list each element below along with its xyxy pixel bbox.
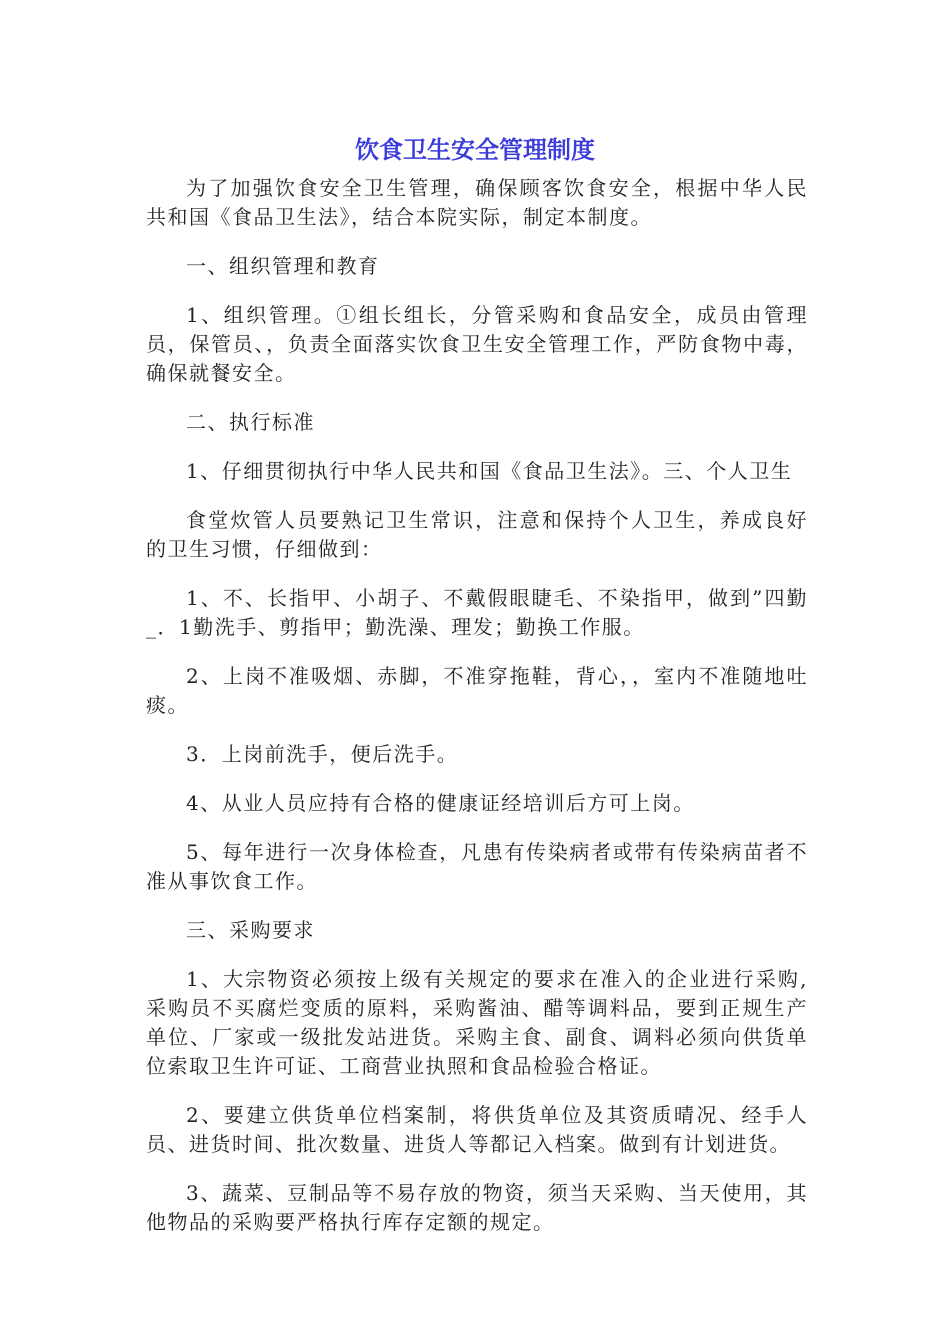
paragraph-procurement-item-2: 2、要建立供货单位档案制，将供货单位及其资质晴况、经手人员、进货时间、批次数量、进货人等都记入档案。做到有计划进货。 xyxy=(146,1103,808,1156)
paragraph-hygiene-item-2: 2、上岗不准吸烟、赤脚，不准穿拖鞋，背心，，室内不准随地吐痰。 xyxy=(146,664,808,717)
paragraph-procurement-item-1: 1、大宗物资必须按上级有关规定的要求在准入的企业进行采购,采购员不买腐烂变质的原料，采购酱油、醋等调料品，要到正规生产单位、厂家或一级批发站进货。采购主食、副食、调料必须向供货单位索取卫生许可证、工商营业执照和食品检验合格证。 xyxy=(146,967,808,1078)
paragraph-intro: 为了加强饮食安全卫生管理，确保顾客饮食安全，根据中华人民共和国《食品卫生法》，结合本院实际，制定本制度。 xyxy=(146,176,808,229)
paragraph-hygiene-item-3: 3．上岗前洗手，便后洗手。 xyxy=(186,742,459,766)
paragraph-hygiene-item-5: 5、每年进行一次身体检查，凡患有传染病者或带有传染病苗者不准从事饮食工作。 xyxy=(146,840,808,893)
paragraph-hygiene-item-4: 4、从业人员应持有合格的健康证经培训后方可上岗。 xyxy=(186,791,695,815)
paragraph-standards: 1、仔细贯彻执行中华人民共和国《食品卫生法》。三、个人卫生 xyxy=(186,459,793,483)
paragraph-personal-hygiene-intro: 食堂炊管人员要熟记卫生常识，注意和保持个人卫生，养成良好的卫生习惯，仔细做到： xyxy=(146,508,808,561)
paragraph-organization-management: 1、组织管理。①组长组长，分管采购和食品安全，成员由管理员，保管员、，负责全面落实饮食卫生安全管理工作，严防食物中毒，确保就餐安全。 xyxy=(146,303,808,385)
section-heading-standards: 二、执行标准 xyxy=(186,410,315,434)
document-body xyxy=(146,174,808,1237)
paragraph-hygiene-item-1: 1、不、长指甲、小胡子、不戴假眼睫毛、不染指甲，做到”四勤_．1勤洗手、剪指甲；勤洗澡、理发；勤换工作服。 xyxy=(146,586,808,639)
section-heading-organization: 一、组织管理和教育 xyxy=(186,254,380,278)
document-title: 饮食卫生安全管理制度 xyxy=(355,136,595,164)
paragraph-procurement-item-3: 3、蔬菜、豆制品等不易存放的物资，须当天采购、当天使用，其他物品的采购要严格执行库存定额的规定。 xyxy=(146,1181,808,1234)
section-heading-procurement: 三、采购要求 xyxy=(186,918,315,942)
